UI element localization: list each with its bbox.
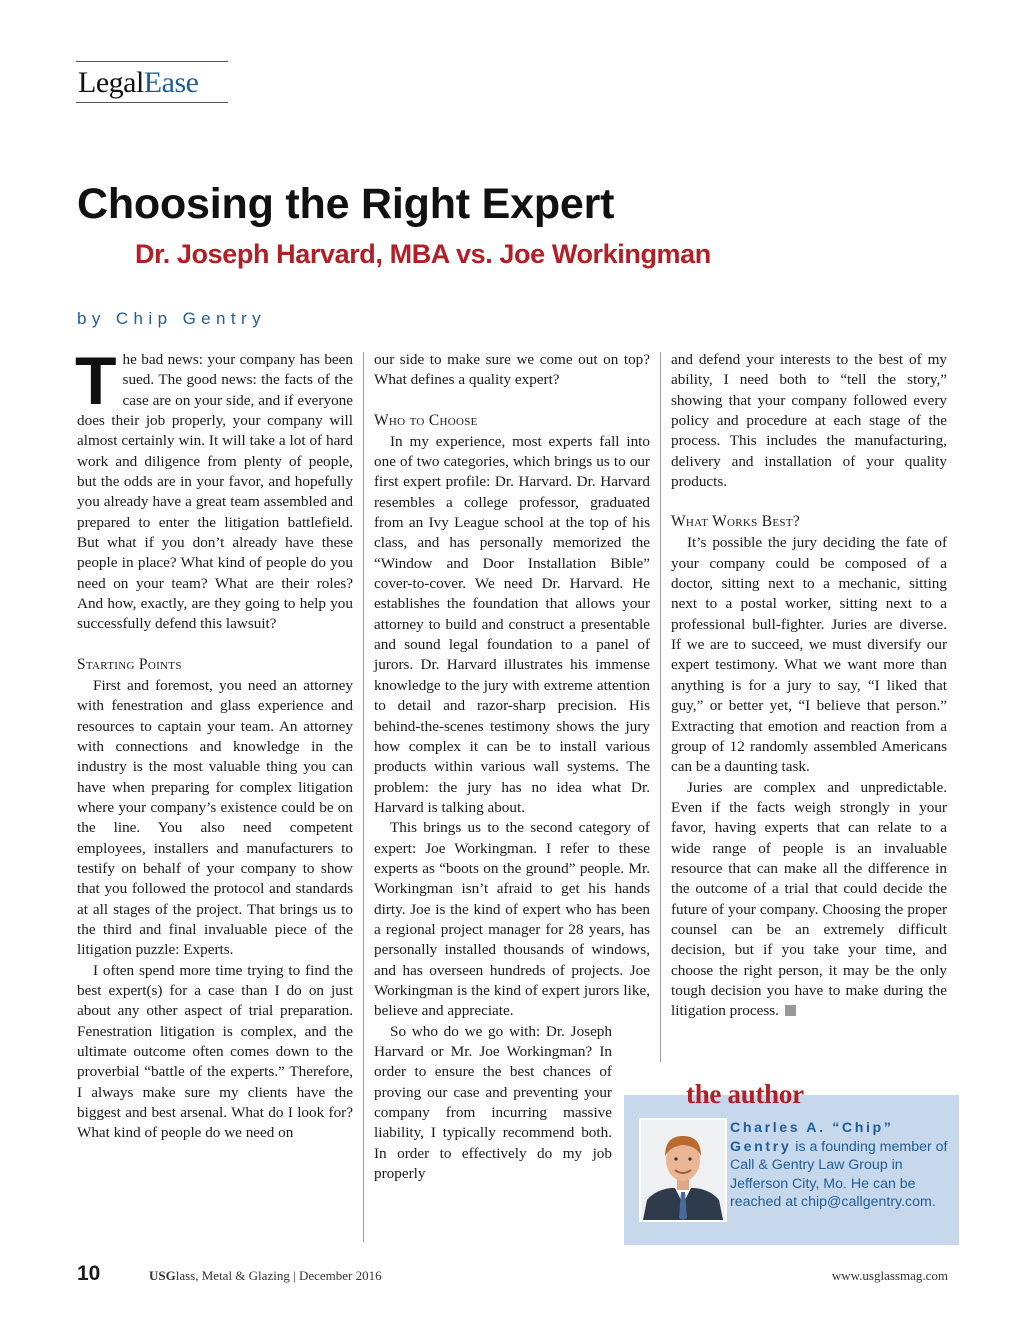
footer-issue: December 2016 [298,1268,382,1283]
paragraph: and defend your interests to the best of my ability, I need both to “tell the story,” showing that your company followed every policy and procedure at each stage of the process. This includes the manufacturing, delivery and installation of your quality products. [671,351,947,491]
paragraph: This brings us to the second category of expert: Joe Workingman. I refer to these experts as “boots on the ground” people. Mr. Workingman isn’t afraid to get his hands dirty. Joe is the kind of expert who has been a regional project manager for 28 years, has personally installed thousands of windows, and has overseen hundreds of projects. Joe Workingman is the kind of expert jurors like, believe and appreciate. [374,819,650,1020]
footer-separator: | [293,1268,296,1283]
footer-publication [149,1268,382,1284]
footer-pub-bold: USG [149,1268,176,1283]
column-3 [671,350,947,1022]
section-tag [76,61,228,103]
paragraph: In my experience, most experts fall into one of two categories, which brings us to our first expert profile: Dr. Harvard. Dr. Harvard resembles a college professor, graduated from an Ivy League school at the top of his class, and has personally memorized the “Window and Door Installation Bible” cover-to-cover. We need Dr. Harvard. He establishes the foundation that allows your attorney to build and construct a presentable and sound legal foundation to a panel of jurors. Dr. Harvard illustrates his immense knowledge to the jury with extreme attention to detail and razor-sharp precision. His behind-the-scenes testimony shows the jury how complex it can be to install various products within various wall systems. The problem: the jury has no idea what Dr. Harvard is talking about. [374,432,650,816]
paragraph: our side to make sure we come out on top? What defines a quality expert? [374,351,650,389]
article-title: Choosing the Right Expert [77,180,615,228]
column-divider [660,352,661,1062]
author-portrait-icon [641,1120,725,1220]
paragraph: I often spend more time trying to find the best expert(s) for a case than I do on just about any other aspect of trial preparation. Fenestration litigation is complex, and the ultimate outcome often comes down to the proverbial “battle of the experts.” Therefore, I always make sure my clients have the biggest and best arsenal. What do I look for? What kind of people do we need on [77,961,353,1142]
section-tag-legal: Legal [78,66,144,99]
subhead-who-to-choose: Who to Choose [374,411,478,429]
article-subtitle: Dr. Joseph Harvard, MBA vs. Joe Workingman [135,239,711,269]
subhead-what-works-best: What Works Best? [671,513,801,531]
drop-cap: T [75,343,117,419]
column-1 [75,343,353,1144]
paragraph: It’s possible the jury deciding the fate of your company could be composed of a doctor, sitting next to a mechanic, sitting next to a postal worker, sitting next to a professional bull-fighter. Juries are diverse. If we are to succeed, we must diversify our expert testimony. What we want more than anything is for a jury to say, “I liked that guy,” or better yet, “I believe that person.” Extracting that emotion and reaction from a group of 12 randomly assembled Americans can be a daunting task. [671,534,947,776]
section-tag-ease: Ease [143,66,199,99]
paragraph-text: Juries are complex and unpredictable. Even if the facts weigh strongly in your favor, having experts that can relate to a wide range of people is an invaluable resource that can make all the difference in the outcome of a trial that could decide the future of your company. Choosing the proper counsel can be an extremely difficult decision, but if you take your time, and choose the right person, it may be the only tough decision you have to make during the litigation process. [671,778,947,1020]
paragraph: First and foremost, you need an attorney with fenestration and glass experience and resources to captain your team. An attorney with connections and knowledge in the industry is the most valuable thing you can have when preparing for complex litigation where your company’s existence could be on the line. You also need competent employees, installers and manufacturers to testify on behalf of your company to show that you followed the protocol and standards at all stages of the project. That brings us to the third and final invaluable piece of the litigation puzzle: Experts. [77,676,353,959]
footer-url: www.usglassmag.com [831,1268,948,1283]
subhead-starting-points: Starting Points [77,655,182,673]
paragraph [75,343,353,635]
page-number: 10 [77,1262,101,1285]
paragraph-text: he bad news: your company has been sued. The good news: the facts of the case are on your side, and if everyone does their job properly, your company will almost certainly win. It will take a lot of hard work and diligence from plenty of people, but the odds are in your favor, and hopefully you already have a great team assembled and prepared to enter the litigation battlefield. But what if you don’t already have these people in place? What kind of people do you need on your team? What are their roles? And how, exactly, are they going to help you successfully defend this lawsuit? [77,351,353,633]
byline: by Chip Gentry [77,309,266,328]
column-divider [363,352,364,1242]
author-bio-text: is a founding member of Call & Gentry Law Group in Jefferson City, Mo. He can be reached at chip@callgentry.com. [730,1138,948,1210]
author-bio [730,1119,948,1212]
paragraph [671,778,947,1022]
author-heading: the author [686,1079,804,1109]
author-photo [639,1118,727,1222]
end-mark-icon [785,1005,796,1016]
column-2 [374,350,650,1184]
author-name: Charles A. “Chip” Gentry [730,1120,894,1155]
paragraph: So who do we go with: Dr. Joseph Harvard or Mr. Joe Workingman? In order to ensure the best chances of proving our case and preventing your company from incurring massive liability, I typically recommend both. In order to effectively do my job properly [374,1022,612,1183]
footer-pub-name: lass, Metal & Glazing [175,1268,290,1283]
